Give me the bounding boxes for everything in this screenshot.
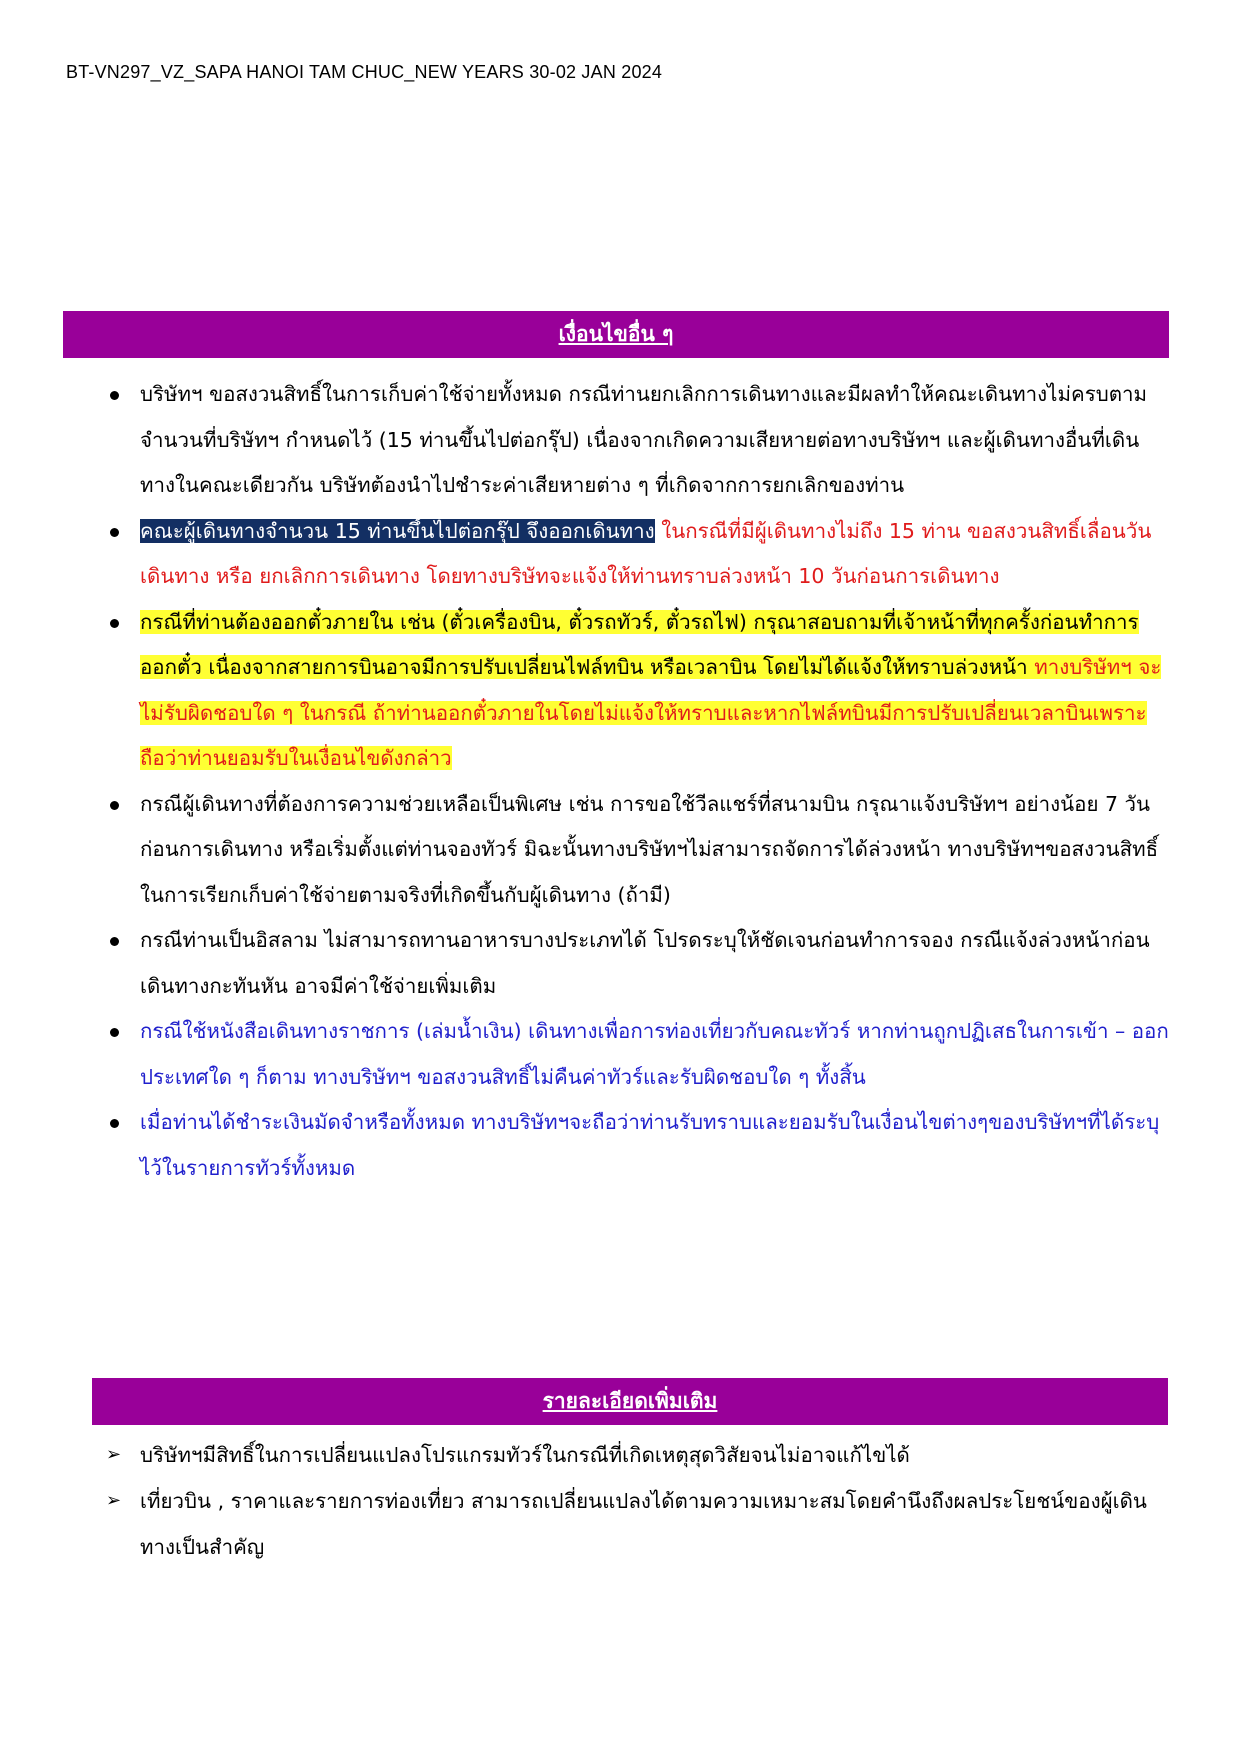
arrow-bullet-icon: ➢ xyxy=(106,1444,122,1465)
red-yellow-highlight-text: ทางบริษัทฯ จะไม่รับผิดชอบใด ๆ ในกรณี ถ้าท่านออกตั๋วภายในโดยไม่แจ้งให้ทราบและหากไฟล์ทบินมีการปรับเปลี่ยนเวลาบินเพราะถือว่าท่านยอมรับในเงื่อนไขดังกล่าว xyxy=(140,655,1162,770)
bullet-icon xyxy=(110,801,119,810)
bullet-icon xyxy=(110,619,119,628)
bullet-icon xyxy=(110,937,119,946)
list-item xyxy=(104,1478,1164,1570)
document-code: BT-VN297_VZ_SAPA HANOI TAM CHUC_NEW YEARS 30-02 JAN 2024 xyxy=(66,62,663,82)
list-item xyxy=(104,1432,1164,1478)
condition-text: กรณีผู้เดินทางที่ต้องการความช่วยเหลือเป็นพิเศษ เช่น การขอใช้วีลแชร์ที่สนามบิน กรุณาแจ้งบริษัทฯ อย่างน้อย 7 วันก่อนการเดินทาง หรือเริ่มตั้งแต่ท่านจองทัวร์ มิฉะนั้นทางบริษัทฯไม่สามารถจัดการได้ล่วงหน้า ทางบริษัทฯขอสงวนสิทธิ์ในการเรียกเก็บค่าใช้จ่ายตามจริงที่เกิดขึ้นกับผู้เดินทาง (ถ้ามี) xyxy=(140,791,1159,907)
red-condition-text: ในกรณีที่มีผู้เดินทางไม่ถึง 15 ท่าน ขอสงวนสิทธิ์เลื่อนวันเดินทาง หรือ ยกเลิกการเดินทาง โดยทางบริษัทจะแจ้งให้ท่านทราบล่วงหน้า 10 วันก่อนการเดินทาง xyxy=(140,518,1152,588)
condition-text: บริษัทฯ ขอสงวนสิทธิ์ในการเก็บค่าใช้จ่ายทั้งหมด กรณีท่านยกเลิกการเดินทางและมีผลทำให้คณะเดินทางไม่ครบตามจำนวนที่บริษัทฯ กำหนดไว้ (15 ท่านขึ้นไปต่อกรุ๊ป) เนื่องจากเกิดความเสียหายต่อทางบริษัทฯ และผู้เดินทางอื่นที่เดินทางในคณะเดียวกัน บริษัทต้องนำไปชำระค่าเสียหายต่าง ๆ ที่เกิดจากการยกเลิกของท่าน xyxy=(140,382,1148,497)
detail-text: เที่ยวบิน , ราคาและรายการท่องเที่ยว สามารถเปลี่ยนแปลงได้ตามความเหมาะสมโดยคำนึงถึงผลประโยชน์ของผู้เดินทางเป็นสำคัญ xyxy=(140,1489,1147,1559)
section-title-other-conditions: เงื่อนไขอื่น ๆ xyxy=(63,311,1169,358)
additional-details-list xyxy=(104,1432,1164,1570)
highlighted-condition-text: คณะผู้เดินทางจำนวน 15 ท่านขึ้นไปต่อกรุ๊ป จึงออกเดินทาง xyxy=(140,518,655,543)
list-item xyxy=(110,1009,1170,1100)
list-item xyxy=(110,1100,1170,1191)
blue-condition-text: เมื่อท่านได้ชำระเงินมัดจำหรือทั้งหมด ทางบริษัทฯจะถือว่าท่านรับทราบและยอมรับในเงื่อนไขต่างๆของบริษัทฯที่ได้ระบุไว้ในรายการทัวร์ทั้งหมด xyxy=(140,1110,1160,1180)
section-title-additional-details: รายละเอียดเพิ่มเติม xyxy=(92,1378,1168,1425)
list-item xyxy=(110,372,1170,509)
list-item xyxy=(110,782,1170,919)
arrow-bullet-icon: ➢ xyxy=(106,1490,122,1511)
bullet-icon xyxy=(110,528,119,537)
bullet-icon xyxy=(110,391,119,400)
conditions-list xyxy=(110,372,1170,1191)
list-item xyxy=(110,600,1170,782)
condition-text: กรณีท่านเป็นอิสลาม ไม่สามารถทานอาหารบางประเภทได้ โปรดระบุให้ชัดเจนก่อนทำการจอง กรณีแจ้งล่วงหน้าก่อนเดินทางกะทันหัน อาจมีค่าใช้จ่ายเพิ่มเติม xyxy=(140,928,1150,998)
list-item xyxy=(110,509,1170,600)
bullet-icon xyxy=(110,1119,119,1128)
yellow-highlight-text: กรณีที่ท่านต้องออกตั๋วภายใน เช่น (ตั๋วเครื่องบิน, ตั๋วรถทัวร์, ตั๋วรถไฟ) กรุณาสอบถามที่เจ้าหน้าที่ทุกครั้งก่อนทำการออกตั๋ว เนื่องจากสายการบินอาจมีการปรับเปลี่ยนไฟล์ทบิน หรือเวลาบิน โดยไม่ได้แจ้งให้ทราบล่วงหน้า xyxy=(140,609,1139,679)
list-item xyxy=(110,918,1170,1009)
blue-condition-text: กรณีใช้หนังสือเดินทางราชการ (เล่มน้ำเงิน) เดินทางเพื่อการท่องเที่ยวกับคณะทัวร์ หากท่านถูกปฏิเสธในการเข้า – ออกประเทศใด ๆ ก็ตาม ทางบริษัทฯ ขอสงวนสิทธิ์ไม่คืนค่าทัวร์และรับผิดชอบใด ๆ ทั้งสิ้น xyxy=(140,1019,1169,1089)
detail-text: บริษัทฯมีสิทธิ์ในการเปลี่ยนแปลงโปรแกรมทัวร์ในกรณีที่เกิดเหตุสุดวิสัยจนไม่อาจแก้ไขได้ xyxy=(140,1443,910,1467)
bullet-icon xyxy=(110,1028,119,1037)
